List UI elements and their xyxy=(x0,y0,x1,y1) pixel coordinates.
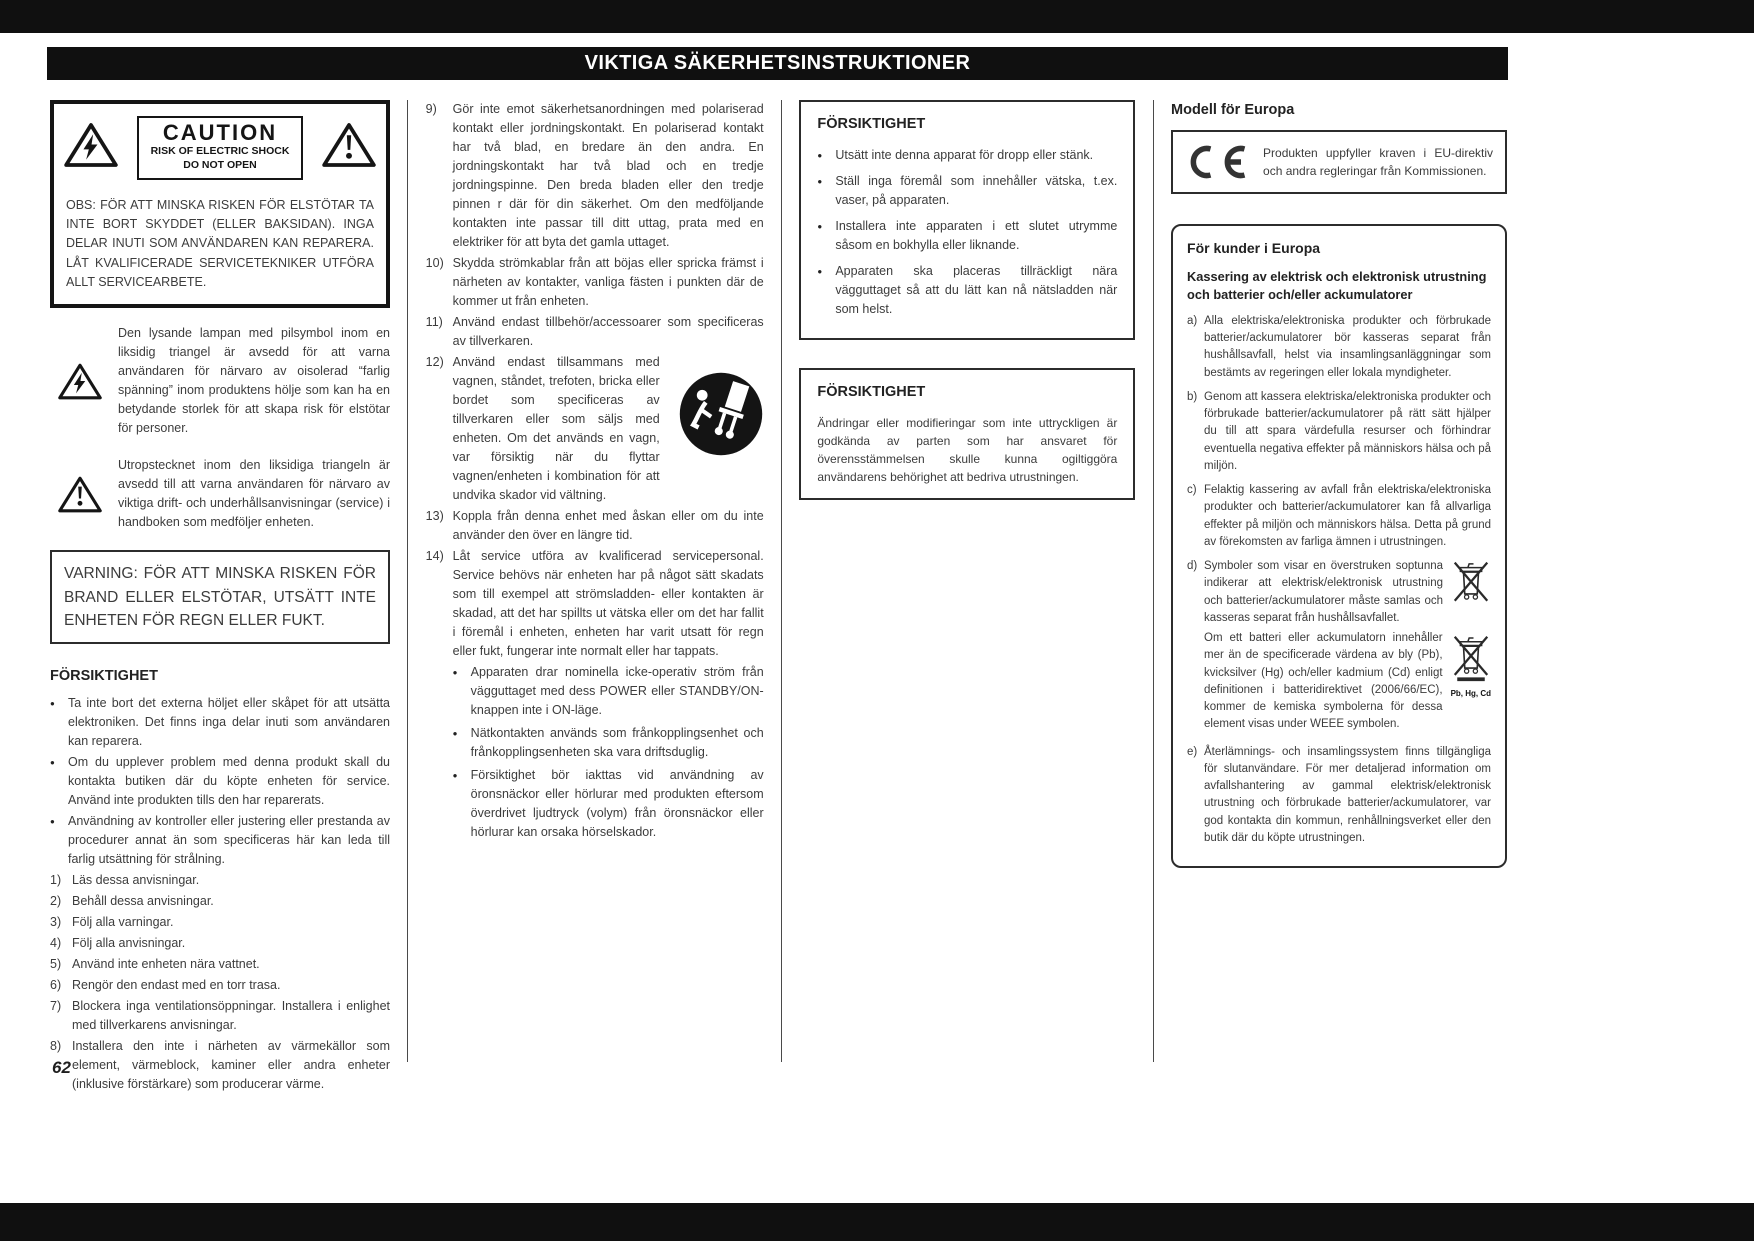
bullet-icon: ● xyxy=(817,177,823,186)
numbered-item xyxy=(50,976,390,995)
bullet-text: Om du upplever problem med denna produkt skall du kontakta butiken där du köpte enheten för service. Använd inte produkten tills den har reparerats. xyxy=(68,755,390,808)
exclamation-triangle-icon xyxy=(322,121,376,174)
numbered-item xyxy=(426,313,764,351)
item-letter: c) xyxy=(1187,484,1197,497)
lightning-triangle-icon xyxy=(64,121,118,174)
column-3 xyxy=(799,100,1135,1062)
item-number: 7) xyxy=(50,999,62,1014)
column-divider xyxy=(781,100,782,1062)
item-text: Skydda strömkablar från att böjas eller spricka främst i närheten av kontakter, vanliga fästen i punkten där de kommer ut från enheten. xyxy=(452,256,764,308)
caution-header xyxy=(54,104,386,188)
item-number: 11) xyxy=(425,315,443,329)
item-text: Återlämnings- och insamlingssystem finns tillgängliga för slutanvändare. För mer detaljerad information om avfallshantering av gammal elektrisk/elektronisk utrustning och förbrukade batterier/ackumulatorer, var god kontakta din kommun, renhållningsverket eller den butik där du köpte utrustningen. xyxy=(1204,745,1492,844)
lettered-item xyxy=(1187,313,1491,382)
bullet-text: Installera inte apparaten i ett slutet utrymme såsom en bokhylla eller liknande. xyxy=(835,219,1118,252)
forsiktighet-box-1 xyxy=(799,100,1135,340)
bullet-icon: ● xyxy=(50,699,55,709)
note-text: Den lysande lampan med pilsymbol inom en liksidig triangel är avsedd för att varna användaren för närvaro av oisolerad “farlig spänning” inom produktens hölje som kan ha en betydande storlek för att skapa risk för elstötar för personer. xyxy=(118,326,390,436)
numbered-item xyxy=(426,507,764,545)
item-text: Genom att kassera elektriska/elektroniska produkter och förbrukade batterier/ackumulatorer på rätt sätt hjälper du till att spara värdefulla resurser och förhindrar eventuella negativa effekter på människors hälsa och på miljön. xyxy=(1204,390,1492,472)
page-title: VIKTIGA SÄKERHETSINSTRUKTIONER xyxy=(584,52,971,74)
europe-model-heading: Modell för Europa xyxy=(1171,102,1295,118)
lightning-note xyxy=(50,324,390,438)
risk-line-2: DO NOT OPEN xyxy=(183,158,257,171)
ce-text: Produkten uppfyller kraven i EU-direktiv och andra regleringar från Kommissionen. xyxy=(1263,146,1494,178)
item-number: 6) xyxy=(50,978,62,993)
bullet-icon: ● xyxy=(817,151,823,160)
forsiktighet-box-2 xyxy=(799,368,1135,500)
item-text: Alla elektriska/elektroniska produkter och förbrukade batterier/ackumulatorer bör kasseras separat från hushållsavfall, helst via insamlingsanläggningar som bestämts av regeringen eller lokala myndigheter. xyxy=(1204,314,1492,379)
bullet-item xyxy=(50,753,390,810)
item-number: 2) xyxy=(50,894,62,909)
chemical-symbols-label: Pb, Hg, Cd xyxy=(1450,689,1492,699)
item-number: 3) xyxy=(50,915,62,930)
bullet-text: Utsätt inte denna apparat för dropp eller stänk. xyxy=(835,148,1094,162)
box-heading: FÖRSIKTIGHET xyxy=(817,384,926,400)
bullet-text: Apparaten ska placeras tillräckligt nära vägguttaget så att du lätt kan nå nätsladden när som helst. xyxy=(835,264,1118,316)
item-letter: a) xyxy=(1187,314,1198,327)
bullet-icon: ● xyxy=(452,729,458,738)
bullet-item xyxy=(453,766,764,842)
numbered-item xyxy=(426,254,764,311)
item-text: Behåll dessa anvisningar. xyxy=(72,894,214,909)
item-text: Koppla från denna enhet med åskan eller om du inte använder den över en längre tid. xyxy=(452,509,764,542)
column-2 xyxy=(426,100,764,1062)
item-number: 12) xyxy=(425,355,444,369)
column-gutter xyxy=(390,100,426,1062)
item-number: 8) xyxy=(50,1039,62,1054)
lightning-triangle-icon xyxy=(58,362,102,401)
item-letter: e) xyxy=(1187,745,1198,758)
bullet-text: Ta inte bort det externa höljet eller skåpet för att utsätta elektroniken. Det finns inga delar inuti som användaren kan reparera. xyxy=(68,696,390,749)
cart-tipping-icon xyxy=(660,353,764,505)
lettered-item xyxy=(1187,744,1491,848)
item-number: 10) xyxy=(425,256,444,270)
numbered-item xyxy=(50,913,390,932)
bullet-icon: ● xyxy=(50,758,55,768)
item-text: Installera den inte i närheten av värmekällor som element, värmeblock, kaminer eller andra enheter (inklusive förstärkare) som producerar värme. xyxy=(72,1039,390,1092)
warning-box: VARNING: FÖR ATT MINSKA RISKEN FÖR BRAND ELLER ELSTÖTAR, UTSÄTT INTE ENHETEN FÖR REGN ELLER FUKT. xyxy=(50,550,390,644)
caution-box xyxy=(50,100,390,308)
bullet-icon: ● xyxy=(817,267,823,276)
bullet-text: Ställ inga föremål som innehåller vätska, t.ex. vaser, på apparaten. xyxy=(835,174,1118,207)
item-text: Om ett batteri eller ackumulatorn innehåller mer än de specificerade värdena av bly (Pb), kvicksilver (Hg) och/eller kadmium (Cd) enligt definitionen i batteridirektivet (2006/66/EC), kommer de kemiska symbolerna för dessa element visas under WEEE symbolen. xyxy=(1204,632,1443,731)
page-number: 62 xyxy=(52,1058,71,1077)
item-number: 9) xyxy=(425,102,437,116)
item-text: Läs dessa anvisningar. xyxy=(72,873,200,888)
caution-obs-text: OBS: FÖR ATT MINSKA RISKEN FÖR ELSTÖTAR TA INTE BORT SKYDDET (ELLER BAKSIDAN). INGA DELAR INUTI SOM ANVÄNDAREN KAN REPARERA. LÅT KVALIFICERADE SERVICETEKNIKER UTFÖRA ALLT SERVICEARBETE. xyxy=(66,197,374,290)
item-text: Låt service utföra av kvalificerad servicepersonal. Service behövs när enheten har på något sätt skadats som till exempel att strömsladden- eller kontakten är skadad, att det har spillts ut vätska eller om det har fallit i föremål i enheten, enheten har varit utsatt för regn eller fukt, fungerar inte normalt eller har tappats. xyxy=(452,549,764,658)
weee-bin-pb-icon xyxy=(1451,632,1491,700)
bullet-text: Användning av kontroller eller justering eller prestanda av procedurer annat än som specificeras här kan leda till farlig utsättning för strålning. xyxy=(68,814,390,867)
item-text: Följ alla anvisningar. xyxy=(72,936,186,951)
bullet-item xyxy=(817,262,1117,319)
item-number: 4) xyxy=(50,936,62,951)
item-number: 1) xyxy=(50,873,62,888)
bottom-black-bar xyxy=(0,1203,1754,1241)
exclamation-triangle-icon xyxy=(58,475,102,514)
numbered-item xyxy=(50,1037,390,1094)
europe-box-heading: För kunder i Europa xyxy=(1187,240,1321,256)
item-text: Rengör den endast med en torr trasa. xyxy=(72,978,281,993)
lettered-item-weee xyxy=(1187,558,1491,737)
bullet-text: Apparaten drar nominella icke-operativ ström från vägguttaget med dess POWER eller STANDBY/ON-knappen inte i ON-läge. xyxy=(470,665,764,717)
note-text: Utropstecknet inom den liksidiga triangeln är avsedd till att varna användaren för närvaro av viktiga drift- och underhållsanvisningar (service) i handboken som medföljer enheten. xyxy=(118,458,390,530)
numbered-item xyxy=(50,934,390,953)
bullet-icon: ● xyxy=(50,817,55,827)
item-number: 14) xyxy=(425,549,444,563)
risk-line-1: RISK OF ELECTRIC SHOCK xyxy=(150,145,290,158)
column-gutter xyxy=(1135,100,1171,1062)
exclamation-note xyxy=(50,456,390,532)
box-text: Ändringar eller modifieringar som inte uttryckligen är godkända av parten som har ansvaret för överensstämmelsen skulle kunna ogiltiggöra användarens behörighet att bedriva utrustningen. xyxy=(817,416,1118,484)
item-text-block xyxy=(1204,558,1491,737)
item-letter: b) xyxy=(1187,390,1198,403)
page-title-banner xyxy=(47,47,1508,80)
weee-bin-icon xyxy=(1451,558,1491,612)
numbered-item xyxy=(50,892,390,911)
forsiktighet-heading: FÖRSIKTIGHET xyxy=(50,668,158,685)
numbered-item-cart xyxy=(426,353,764,505)
item-text: Gör inte emot säkerhetsanordningen med polariserad kontakt eller jordningskontakt. En polariserad kontakt har två blad, en bredare än den andra. En jordningskontakt har två blad och en tredje jordningspinne. Den breda bladen eller den tredje pinnen r där för din säkerhet. Om den medföljande kontakten inte passar till ditt uttag, prata med en elektriker för att byta det gamla uttaget. xyxy=(452,102,764,249)
numbered-item xyxy=(426,100,764,252)
numbered-item xyxy=(50,871,390,890)
caution-title: CAUTION xyxy=(162,120,278,145)
weee-paragraph-2 xyxy=(1204,630,1491,734)
item-number: 13) xyxy=(425,509,444,523)
europe-box-subheading: Kassering av elektrisk och elektronisk utrustning och batterier och/eller ackumulatorer xyxy=(1187,269,1487,302)
bullet-item xyxy=(50,694,390,751)
customers-europe-box xyxy=(1171,224,1507,868)
bullet-text: Försiktighet bör iakttas vid användning av öronsnäckor eller hörlurar med produkten eftersom överdrivet ljudtryck (volym) från öronsnäckor eller hörlurar kan orsaka hörselskador. xyxy=(470,768,764,839)
bullet-icon: ● xyxy=(817,222,823,231)
column-divider xyxy=(1153,100,1154,1062)
bullet-item xyxy=(817,172,1117,210)
numbered-item xyxy=(50,955,390,974)
bullet-text: Nätkontakten används som frånkopplingsenhet och frånkopplingsenheten ska vara driftsduglig. xyxy=(470,726,764,759)
item-text: Använd endast tillbehör/accessoarer som specificeras av tillverkaren. xyxy=(452,315,764,348)
box-heading: FÖRSIKTIGHET xyxy=(817,116,926,132)
item-text: Felaktig kassering av avfall från elektriska/elektroniska produkter och batterier/ackumulatorer kan få allvarliga effekter på miljön och människors hälsa. Detta på grund av förekomsten av farliga ämnen i utrustningen. xyxy=(1204,484,1492,548)
ce-mark-icon xyxy=(1185,144,1249,180)
item-text: Symboler som visar en överstruken soptunna indikerar att elektrisk/elektronisk utrustning och batterier/ackumulatorer måste samlas och kasseras separat från hushållsavfallet. xyxy=(1204,560,1444,624)
bullet-item xyxy=(817,217,1117,255)
item-text: Blockera inga ventilationsöppningar. Installera i enlighet med tillverkarens anvisningar. xyxy=(72,999,390,1033)
bullet-item xyxy=(453,663,764,720)
lettered-item xyxy=(1187,389,1491,475)
top-black-bar xyxy=(0,0,1754,33)
numbered-item xyxy=(50,997,390,1035)
column-gutter xyxy=(764,100,800,1062)
lettered-item xyxy=(1187,482,1491,551)
column-4 xyxy=(1171,100,1507,1062)
item-text: Använd inte enheten nära vattnet. xyxy=(72,957,260,972)
item-letter: d) xyxy=(1187,560,1198,573)
caution-label-box xyxy=(137,116,304,180)
item-number: 5) xyxy=(50,957,62,972)
bullet-item xyxy=(453,724,764,762)
bullet-item xyxy=(817,146,1117,165)
numbered-item xyxy=(426,547,764,661)
item-text: Följ alla varningar. xyxy=(72,915,174,930)
bullet-item xyxy=(50,812,390,869)
ce-compliance-box xyxy=(1171,130,1507,194)
item-text: Använd endast tillsammans med vagnen, ståndet, trefoten, bricka eller bordet som specificeras av tillverkaren eller som säljs med enheten. Om det används en vagn, var försiktig när du flyttar vagnen/enheten i kombination för att undvika skador vid vältning. xyxy=(452,355,660,502)
bullet-icon: ● xyxy=(452,668,458,677)
weee-paragraph-1 xyxy=(1204,558,1491,627)
column-divider xyxy=(407,100,408,1062)
bullet-icon: ● xyxy=(452,771,458,780)
